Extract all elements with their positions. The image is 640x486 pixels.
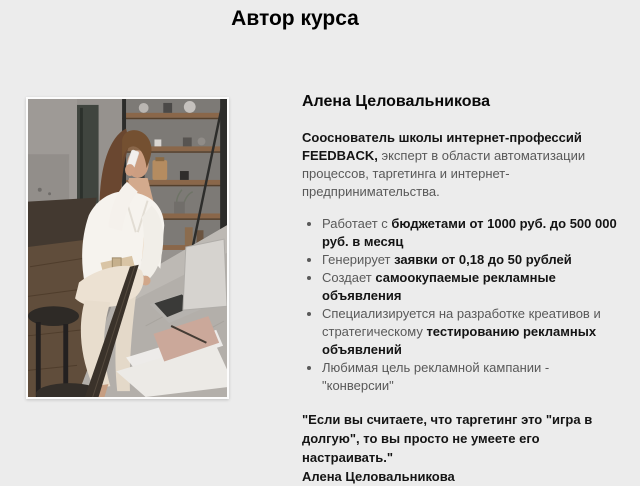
quote-author: Алена Целовальникова bbox=[302, 469, 455, 484]
fact-item bbox=[322, 305, 624, 359]
quote-text: "Если вы считаете, что таргетинг это "игра в долгую", то вы просто не умеете его настраивать." bbox=[302, 412, 593, 465]
author-photo-illustration bbox=[28, 99, 227, 397]
section-title: Автор курса bbox=[231, 7, 359, 30]
fact-text: Работает с bbox=[322, 216, 392, 231]
author-subtitle-rest: эксперт в области автоматизации процессов, таргетинга и интернет-предпринимательства. bbox=[302, 148, 586, 199]
fact-highlight: тестированию рекламных объявлений bbox=[322, 324, 597, 357]
fact-highlight: самоокупаемые рекламные объявления bbox=[322, 270, 556, 303]
fact-text: Генерирует bbox=[322, 252, 395, 267]
author-quote bbox=[302, 410, 624, 486]
fact-item bbox=[322, 215, 624, 251]
fact-text: Специализируется на разработке креативов и стратегическому bbox=[322, 306, 601, 339]
author-subtitle bbox=[302, 129, 624, 201]
fact-text: Любимая цель рекламной кампании - "конверсии" bbox=[322, 360, 550, 393]
fact-item bbox=[322, 251, 624, 269]
author-info bbox=[302, 91, 624, 486]
author-subtitle-bold: Сооснователь школы интернет-профессий FEEDBACK, bbox=[302, 130, 582, 163]
fact-highlight: заявки от 0,18 до 50 рублей bbox=[394, 252, 572, 267]
fact-text: Создает bbox=[322, 270, 376, 285]
fact-item bbox=[322, 359, 624, 395]
author-photo bbox=[26, 97, 229, 399]
facts-list bbox=[302, 215, 624, 395]
author-name: Алена Целовальникова bbox=[302, 93, 491, 110]
fact-highlight: бюджетами от 1000 руб. до 500 000 руб. в месяц bbox=[322, 216, 617, 249]
fact-item bbox=[322, 269, 624, 305]
